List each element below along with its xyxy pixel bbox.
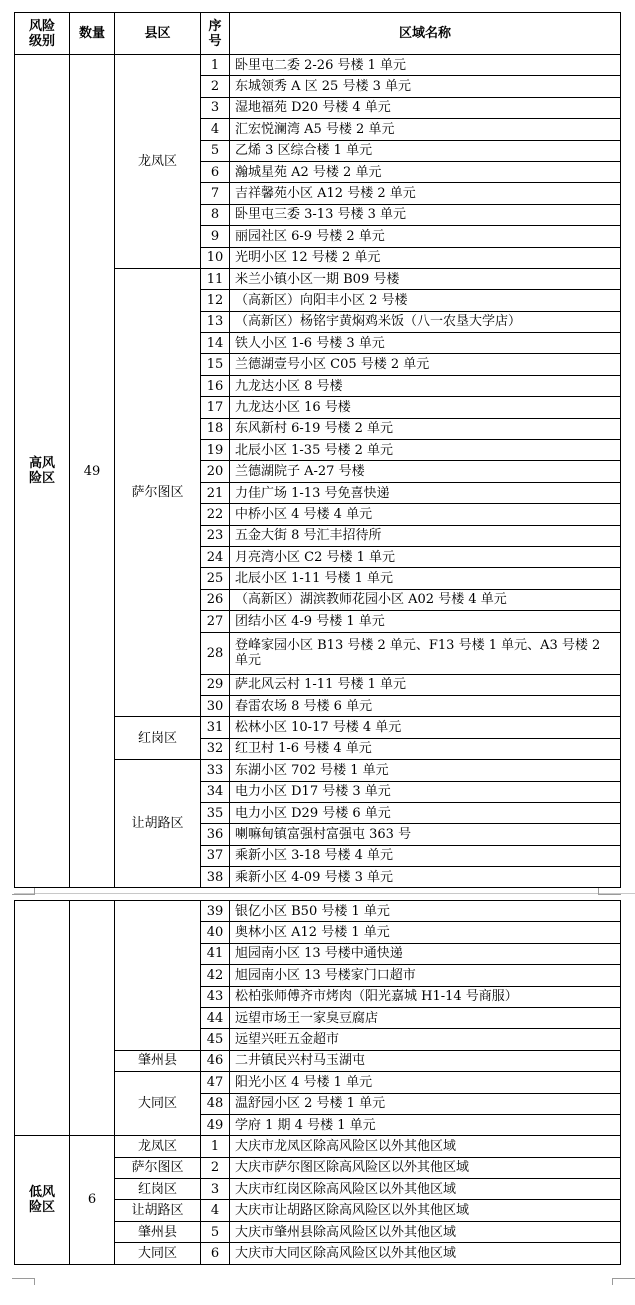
area-name-cell: 丽园社区 6-9 号楼 2 单元 [230,226,621,247]
district-cell: 让胡路区 [115,760,201,888]
area-name-cell: 春雷农场 8 号楼 6 单元 [230,695,621,716]
seq-cell: 34 [201,781,230,802]
page-corner-mark [12,888,35,895]
table-row [15,901,621,922]
area-name-cell: 电力小区 D17 号楼 3 单元 [230,781,621,802]
seq-cell: 18 [201,418,230,439]
seq-cell: 5 [201,140,230,161]
area-name-cell: 大庆市红岗区除高风险区以外其他区域 [230,1179,621,1200]
page-corner-mark [612,1278,635,1285]
seq-cell: 29 [201,674,230,695]
seq-cell: 17 [201,397,230,418]
area-name-cell: 阳光小区 4 号楼 1 单元 [230,1072,621,1093]
area-name-cell: 北辰小区 1-35 号楼 2 单元 [230,440,621,461]
seq-cell: 42 [201,965,230,986]
seq-cell: 36 [201,824,230,845]
area-name-cell: 温舒园小区 2 号楼 1 单元 [230,1093,621,1114]
seq-cell: 20 [201,461,230,482]
area-name-cell: 远望市场王一家臭豆腐店 [230,1007,621,1028]
area-name-cell: 乙烯 3 区综合楼 1 单元 [230,140,621,161]
seq-cell: 27 [201,611,230,632]
area-name-cell: （高新区）杨铭宇黄焖鸡米饭（八一农垦大学店） [230,311,621,332]
risk-level-low: 低风 险区 [15,1136,70,1264]
area-name-cell: （高新区）湖滨教师花园小区 A02 号楼 4 单元 [230,589,621,610]
page-corner-mark [598,888,621,895]
seq-cell: 14 [201,333,230,354]
page-corner-mark [12,1278,35,1285]
seq-cell: 10 [201,247,230,268]
seq-cell: 30 [201,695,230,716]
area-name-cell: 铁人小区 1-6 号楼 3 单元 [230,333,621,354]
district-cell: 肇州县 [115,1221,201,1242]
district-cell: 龙凤区 [115,1136,201,1157]
area-name-cell: 红卫村 1-6 号楼 4 单元 [230,738,621,759]
risk-level-high: 高风 险区 [15,55,70,888]
district-cell: 龙凤区 [115,55,201,269]
risk-count-low: 6 [70,1136,115,1264]
area-name-cell: 大庆市肇州县除高风险区以外其他区域 [230,1221,621,1242]
seq-cell: 16 [201,375,230,396]
area-name-cell: 汇宏悦澜湾 A5 号楼 2 单元 [230,119,621,140]
seq-cell: 49 [201,1114,230,1135]
risk-table-page2 [14,900,621,1265]
seq-cell: 25 [201,568,230,589]
seq-cell: 31 [201,717,230,738]
area-name-cell: 卧里屯二委 2-26 号楼 1 单元 [230,55,621,76]
seq-cell: 37 [201,845,230,866]
area-name-cell: 喇嘛甸镇富强村富强屯 363 号 [230,824,621,845]
area-name-cell: 学府 1 期 4 号楼 1 单元 [230,1114,621,1135]
area-name-cell: 大庆市让胡路区除高风险区以外其他区域 [230,1200,621,1221]
seq-cell: 43 [201,986,230,1007]
seq-cell: 2 [201,76,230,97]
area-name-cell: 松柏张师傅齐市烤肉（阳光嘉城 H1-14 号商服） [230,986,621,1007]
risk-count-high: 49 [70,55,115,888]
district-cell: 萨尔图区 [115,268,201,716]
seq-cell: 39 [201,901,230,922]
seq-cell: 19 [201,440,230,461]
area-name-cell: 卧里屯三委 3-13 号楼 3 单元 [230,204,621,225]
page-break [0,888,635,898]
header-area: 区域名称 [230,13,621,55]
area-name-cell: 乘新小区 4-09 号楼 3 单元 [230,867,621,888]
table-row [15,1136,621,1157]
area-name-cell: （高新区）向阳丰小区 2 号楼 [230,290,621,311]
seq-cell: 13 [201,311,230,332]
area-name-cell: 力佳广场 1-13 号免喜快递 [230,482,621,503]
area-name-cell: 旭园南小区 13 号楼家门口超市 [230,965,621,986]
seq-cell: 46 [201,1050,230,1071]
area-name-cell: 月亮湾小区 C2 号楼 1 单元 [230,546,621,567]
district-cell: 萨尔图区 [115,1157,201,1178]
seq-cell: 15 [201,354,230,375]
header-seq: 序 号 [201,13,230,55]
district-cell: 红岗区 [115,1179,201,1200]
seq-cell: 47 [201,1072,230,1093]
table-row [15,55,621,76]
area-name-cell: 吉祥馨苑小区 A12 号楼 2 单元 [230,183,621,204]
risk-count-high-cont [70,901,115,1136]
area-name-cell: 湿地福苑 D20 号楼 4 单元 [230,97,621,118]
seq-cell: 2 [201,1157,230,1178]
seq-cell: 1 [201,55,230,76]
district-cell: 大同区 [115,1243,201,1264]
area-name-cell: 东风新村 6-19 号楼 2 单元 [230,418,621,439]
district-cell: 红岗区 [115,717,201,760]
header-row [15,13,621,55]
seq-cell: 38 [201,867,230,888]
seq-cell: 6 [201,161,230,182]
area-name-cell: 九龙达小区 16 号楼 [230,397,621,418]
risk-table-page1 [14,12,621,888]
seq-cell: 1 [201,1136,230,1157]
area-name-cell: 九龙达小区 8 号楼 [230,375,621,396]
area-name-cell: 中桥小区 4 号楼 4 单元 [230,504,621,525]
seq-cell: 26 [201,589,230,610]
seq-cell: 40 [201,922,230,943]
area-name-cell: 电力小区 D29 号楼 6 单元 [230,802,621,823]
seq-cell: 23 [201,525,230,546]
seq-cell: 9 [201,226,230,247]
area-name-cell: 北辰小区 1-11 号楼 1 单元 [230,568,621,589]
seq-cell: 21 [201,482,230,503]
header-level: 风险 级别 [15,13,70,55]
header-district: 县区 [115,13,201,55]
area-name-cell: 银亿小区 B50 号楼 1 单元 [230,901,621,922]
seq-cell: 8 [201,204,230,225]
area-name-cell: 奥林小区 A12 号楼 1 单元 [230,922,621,943]
district-cell: 肇州县 [115,1050,201,1071]
district-cell: 让胡路区 [115,1200,201,1221]
seq-cell: 35 [201,802,230,823]
seq-cell: 11 [201,268,230,289]
area-name-cell: 旭园南小区 13 号楼中通快递 [230,943,621,964]
seq-cell: 24 [201,546,230,567]
seq-cell: 33 [201,760,230,781]
area-name-cell: 五金大街 8 号汇丰招待所 [230,525,621,546]
seq-cell: 44 [201,1007,230,1028]
area-name-cell: 东城领秀 A 区 25 号楼 3 单元 [230,76,621,97]
seq-cell: 4 [201,119,230,140]
seq-cell: 48 [201,1093,230,1114]
seq-cell: 7 [201,183,230,204]
seq-cell: 4 [201,1200,230,1221]
area-name-cell: 远望兴旺五金超市 [230,1029,621,1050]
seq-cell: 6 [201,1243,230,1264]
seq-cell: 3 [201,97,230,118]
header-count: 数量 [70,13,115,55]
area-name-cell: 大庆市大同区除高风险区以外其他区域 [230,1243,621,1264]
area-name-cell: 东湖小区 702 号楼 1 单元 [230,760,621,781]
area-name-cell: 米兰小镇小区一期 B09 号楼 [230,268,621,289]
area-name-cell: 瀚城星苑 A2 号楼 2 单元 [230,161,621,182]
area-name-cell: 登峰家园小区 B13 号楼 2 单元、F13 号楼 1 单元、A3 号楼 2 单元 [230,632,621,674]
area-name-cell: 萨北风云村 1-11 号楼 1 单元 [230,674,621,695]
seq-cell: 45 [201,1029,230,1050]
area-name-cell: 光明小区 12 号楼 2 单元 [230,247,621,268]
seq-cell: 22 [201,504,230,525]
seq-cell: 3 [201,1179,230,1200]
risk-level-high-cont [15,901,70,1136]
district-cell [115,901,201,1051]
area-name-cell: 乘新小区 3-18 号楼 4 单元 [230,845,621,866]
seq-cell: 41 [201,943,230,964]
area-name-cell: 松林小区 10-17 号楼 4 单元 [230,717,621,738]
area-name-cell: 二井镇民兴村马玉湖屯 [230,1050,621,1071]
area-name-cell: 兰德湖壹号小区 C05 号楼 2 单元 [230,354,621,375]
seq-cell: 12 [201,290,230,311]
seq-cell: 32 [201,738,230,759]
area-name-cell: 大庆市龙凤区除高风险区以外其他区域 [230,1136,621,1157]
seq-cell: 28 [201,632,230,674]
area-name-cell: 兰德湖院子 A-27 号楼 [230,461,621,482]
district-cell: 大同区 [115,1072,201,1136]
area-name-cell: 大庆市萨尔图区除高风险区以外其他区域 [230,1157,621,1178]
area-name-cell: 团结小区 4-9 号楼 1 单元 [230,611,621,632]
seq-cell: 5 [201,1221,230,1242]
